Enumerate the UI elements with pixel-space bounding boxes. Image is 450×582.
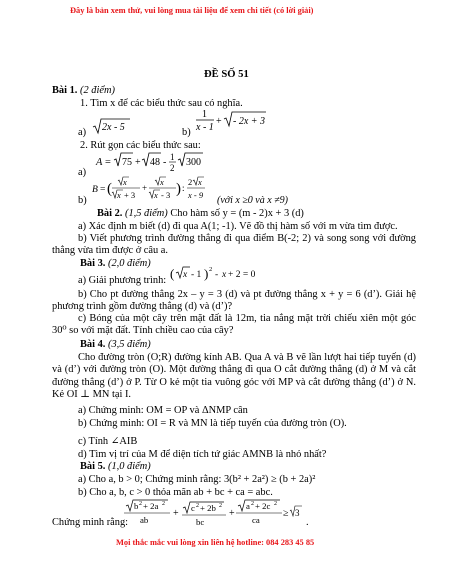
svg-text:2: 2 — [209, 266, 213, 273]
svg-text:x - 1: x - 1 — [196, 122, 214, 133]
bai1-q2: 2. Rút gọn các biểu thức sau: — [80, 140, 201, 151]
bai4-heading — [80, 339, 151, 351]
bai4-a: a) Chứng minh: OM = OP và ΔNMP cân — [78, 405, 248, 416]
bai2-intro: Cho hàm số y = (m - 2)x + 3 (d) — [170, 208, 304, 219]
svg-text:+: + — [135, 157, 141, 168]
svg-text:2: 2 — [274, 501, 277, 507]
svg-text:b: b — [134, 501, 139, 511]
svg-text:x: x — [160, 177, 164, 187]
svg-text:(: ( — [170, 266, 175, 281]
bai1-q2b-formula — [92, 176, 202, 202]
bai2-points: (1,5 điểm) — [125, 208, 168, 219]
svg-text:x - 9: x - 9 — [188, 190, 204, 200]
bai1-q2b-label: b) — [78, 195, 87, 206]
svg-text:x: x — [198, 177, 202, 187]
svg-text:): ) — [204, 266, 209, 281]
svg-text:x: x — [154, 190, 158, 200]
bai4-intro: Cho đường tròn (O;R) đường kính AB. Qua A và B vẽ lần lượt hai tiếp tuyến (d) và (d’) với đường tròn (O). Một đường thẳng đi qua O cắt đường thẳng (d) ở M và cắt đường thẳng (d’) ở P. Từ O kẻ một tia vuông góc với MP và cắt đường thẳng (d’) ở N. Kẻ OI ⊥ MN tại I. — [52, 352, 416, 401]
bai1-q2a-label: a) — [78, 167, 87, 178]
preview-banner: Đây là bản xem thử, vui lòng mua tài liệu để xem chi tiết (có lời giải) — [70, 6, 314, 15]
bai4-points: (3,5 điểm) — [108, 339, 151, 350]
bai5-label: Bài 5. — [80, 461, 106, 472]
hotline-banner: Mọi thắc mắc vui lòng xin liên hệ hotline: 084 283 45 85 — [116, 538, 315, 547]
bai3-heading — [80, 258, 151, 270]
bai2-heading — [97, 208, 304, 220]
svg-text:+: + — [216, 116, 222, 127]
svg-text:): ) — [176, 181, 181, 197]
svg-text:+ 2a: + 2a — [143, 501, 159, 511]
svg-text:2: 2 — [188, 177, 193, 187]
bai5-b: b) Cho a, b, c > 0 thỏa mãn ab + bc + ca = abc. — [78, 487, 273, 498]
svg-text:- 2x + 3: - 2x + 3 — [233, 116, 266, 127]
svg-text:1: 1 — [202, 109, 207, 120]
svg-text:=: = — [100, 184, 106, 195]
svg-text:x: x — [123, 177, 127, 187]
bai3-label: Bài 3. — [80, 258, 106, 269]
bai1-q2a-formula — [96, 151, 206, 175]
svg-text:=: = — [105, 157, 111, 168]
svg-text:2: 2 — [251, 501, 254, 507]
bai4-b: b) Chứng minh: OI = R và MN là tiếp tuyến của đường tròn (O). — [78, 418, 347, 429]
svg-text:300: 300 — [186, 157, 201, 168]
svg-text:2: 2 — [196, 503, 199, 509]
svg-text:x: x — [117, 190, 121, 200]
bai5-end-period: . — [306, 517, 309, 528]
svg-text:A: A — [96, 157, 103, 168]
bai2-label: Bài 2. — [97, 208, 123, 219]
svg-text:75: 75 — [122, 157, 132, 168]
svg-text:+ 3: + 3 — [124, 190, 136, 200]
bai5-heading — [80, 461, 151, 473]
bai2-a: a) Xác định m biết (d) đi qua A(1; -1). Vẽ đồ thị hàm số với m vừa tìm được. — [78, 221, 398, 232]
svg-text:+ 2b: + 2b — [200, 503, 216, 513]
bai2-b: b) Viết phương trình đường thẳng đi qua điểm B(-2; 2) và song song với đường thẳng vừa tìm được ở câu a. — [52, 233, 416, 257]
svg-text:- 1: - 1 — [191, 270, 202, 280]
svg-text:2x - 5: 2x - 5 — [102, 122, 125, 133]
svg-text:1: 1 — [170, 152, 175, 162]
svg-text:ab: ab — [140, 515, 149, 525]
svg-text:c: c — [191, 503, 195, 513]
svg-text:bc: bc — [196, 517, 205, 527]
svg-text:+: + — [173, 508, 179, 519]
bai1-points: (2 điểm) — [80, 85, 115, 96]
svg-text:B: B — [92, 184, 98, 195]
svg-text:ca: ca — [252, 515, 260, 525]
svg-text:- 3: - 3 — [161, 190, 171, 200]
svg-text:-: - — [215, 270, 219, 280]
bai3-b: b) Cho pt đường thẳng 2x – y = 3 (d) và pt đường thẳng x + y = 6 (d’). Giải hệ phương trình gồm đường thẳng (d) và (d’)? — [52, 289, 416, 313]
svg-text:3: 3 — [295, 508, 300, 518]
exam-title: ĐỀ SỐ 51 — [204, 69, 249, 80]
svg-text:48: 48 — [150, 157, 160, 168]
bai5-prove-formula — [124, 500, 300, 530]
svg-text:2: 2 — [162, 501, 165, 507]
svg-text:≥: ≥ — [283, 508, 289, 519]
svg-text:2: 2 — [219, 503, 222, 509]
bai1-q1: 1. Tìm x để các biểu thức sau có nghĩa. — [80, 98, 243, 109]
bai1-q1a-label: a) — [78, 127, 87, 138]
bai1-heading — [52, 85, 115, 97]
bai1-label: Bài 1. — [52, 85, 78, 96]
bai4-label: Bài 4. — [80, 339, 106, 350]
bai5-points: (1,0 điểm) — [108, 461, 151, 472]
bai5-a: a) Cho a, b > 0; Chứng minh rằng: 3(b² + 2a²) ≥ (b + 2a)² — [78, 474, 316, 485]
svg-text:+ 2c: + 2c — [255, 501, 271, 511]
svg-text::: : — [182, 183, 185, 193]
bai3-points: (2,0 điểm) — [108, 258, 151, 269]
bai4-d: d) Tìm vị trí của M để diện tích tứ giác AMNB là nhỏ nhất? — [78, 449, 327, 460]
bai1-q1b-label: b) — [182, 127, 191, 138]
svg-text:x: x — [222, 270, 227, 280]
bai4-c: c) Tính ∠AIB — [78, 436, 138, 447]
svg-text:2: 2 — [170, 163, 175, 173]
bai3-a-label: a) Giải phương trình: — [78, 275, 167, 286]
bai5-prove-label: Chứng minh rằng: — [52, 517, 129, 528]
svg-text:a: a — [246, 501, 250, 511]
bai3-c: c) Bóng của một cây trên mặt đất là 12m, tia nắng mặt trời chiếu xiên một góc 30⁰ so với mặt đất. Tính chiều cao của cây? — [52, 313, 416, 337]
bai1-q2b-condition: (với x ≥0 và x ≠9) — [217, 195, 289, 206]
svg-text:x: x — [183, 270, 188, 280]
svg-text:-: - — [163, 157, 167, 168]
svg-text:+: + — [229, 508, 235, 519]
svg-text:+: + — [142, 183, 148, 193]
bai1-q1b-formula — [196, 108, 276, 136]
svg-text:+ 2 = 0: + 2 = 0 — [228, 270, 256, 280]
bai3-a-formula — [170, 265, 260, 285]
svg-text:(: ( — [107, 181, 112, 197]
bai1-q1a-formula — [92, 117, 132, 135]
svg-text:2: 2 — [139, 501, 142, 507]
